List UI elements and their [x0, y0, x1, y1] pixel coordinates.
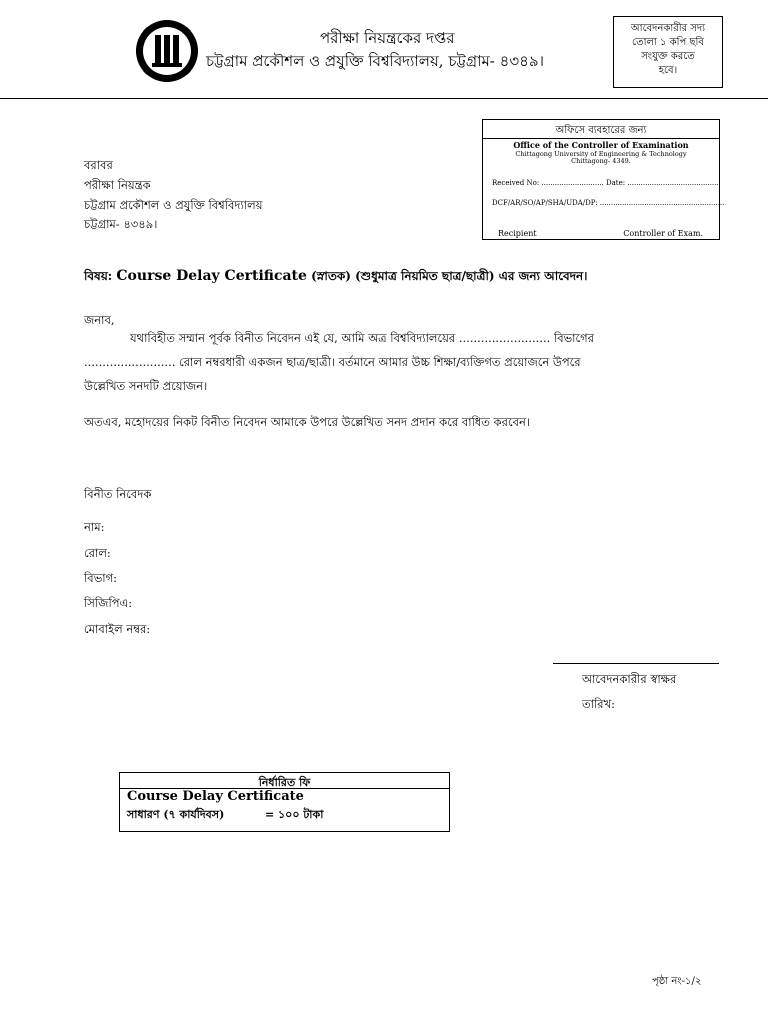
- address-to: বরাবর: [84, 158, 113, 172]
- dcf-line: DCF/AR/SO/AP/SHA/UDA/DP: ........................................................: [492, 199, 725, 207]
- recipient-label: Recipient: [498, 229, 537, 238]
- office-city: Chittagong- 4349.: [571, 157, 631, 165]
- address-institution: চট্টগ্রাম প্রকৌশল ও প্রযুক্তি বিশ্ববিদ্যালয়: [84, 198, 263, 212]
- header-divider: [0, 98, 768, 99]
- subject-line: [84, 268, 587, 288]
- office-name: Office of the Controller of Examination: [513, 140, 689, 150]
- body-line-2: ......................... রোল নম্বরধারী একজন ছাত্র/ছাত্রী। বর্তমানে আমার উচ্চ শিক্ষা/ব্যক্তিগত প্রয়োজনে উপরে: [84, 355, 581, 369]
- photo-note-line: আবেদনকারীর সদ্য: [630, 23, 706, 34]
- signature-label: আবেদনকারীর স্বাক্ষর: [582, 672, 677, 686]
- date-label: তারিখ:: [582, 697, 616, 711]
- body-line-1: যথাবিহীত সম্মান পূর্বক বিনীত নিবেদন এই যে, আমি অত্র বিশ্ববিদ্যালয়ের ......................... বিভাগের: [130, 331, 595, 345]
- office-title: পরীক্ষা নিয়ন্ত্রকের দপ্তর: [320, 29, 455, 47]
- fee-amount: = ১০০ টাকা: [265, 808, 324, 821]
- photo-box: [613, 16, 723, 88]
- roll-label: রোল:: [84, 546, 111, 560]
- photo-note-line: হবে।: [658, 65, 678, 76]
- fee-box: [119, 772, 450, 832]
- subject-prefix: বিষয়:: [84, 269, 117, 283]
- photo-note-line: সংযুক্ত করতে: [641, 51, 695, 62]
- body-line-4: অতএব, মহোদয়ের নিকট বিনীত নিবেদন আমাকে উপরে উল্লেখিত সনদ প্রদান করে বাধিত করবেন।: [84, 415, 530, 429]
- signature-line: [553, 663, 719, 664]
- photo-note-line: তোলা ১ কপি ছবি: [632, 37, 704, 48]
- fee-normal-label: সাধারণ (৭ কার্যদিবস): [127, 808, 225, 821]
- subject-suffix: (স্নাতক) (শুধুমাত্র নিয়মিত ছাত্র/ছাত্রী) এর জন্য আবেদন।: [306, 269, 588, 283]
- name-label: নাম:: [84, 520, 105, 534]
- office-use-box: [482, 119, 725, 240]
- subject-english: Course Delay Certificate: [116, 268, 307, 284]
- university-title: চট্টগ্রাম প্রকৌশল ও প্রযুক্তি বিশ্ববিদ্যালয়, চট্টগ্রাম- ৪৩৪৯।: [206, 52, 544, 70]
- fee-item: Course Delay Certificate: [127, 789, 304, 804]
- controller-label: Controller of Exam.: [623, 229, 703, 238]
- office-use-divider: [483, 138, 719, 139]
- university-logo: [134, 18, 200, 84]
- address-city: চট্টগ্রাম- ৪৩৪৯।: [84, 217, 158, 231]
- office-use-title: অফিসে ব্যবহারের জন্য: [555, 125, 647, 136]
- fee-heading: নির্ধারিত ফি: [258, 776, 311, 789]
- department-label: বিভাগ:: [84, 571, 118, 585]
- page-number: পৃষ্ঠা নং-১/২: [652, 976, 702, 987]
- cgpa-label: সিজিপিএ:: [84, 596, 133, 610]
- body-line-3: উল্লেখিত সনদটি প্রয়োজন।: [84, 379, 208, 393]
- received-line: Received No: ............................ Date: ..........................................: [492, 179, 721, 187]
- closing: বিনীত নিবেদক: [84, 487, 152, 501]
- office-university: Chittagong University of Engineering & Technology: [515, 150, 687, 158]
- address-designation: পরীক্ষা নিয়ন্ত্রক: [84, 178, 151, 192]
- mobile-label: মোবাইল নম্বর:: [84, 622, 151, 636]
- salutation: জনাব,: [84, 313, 115, 327]
